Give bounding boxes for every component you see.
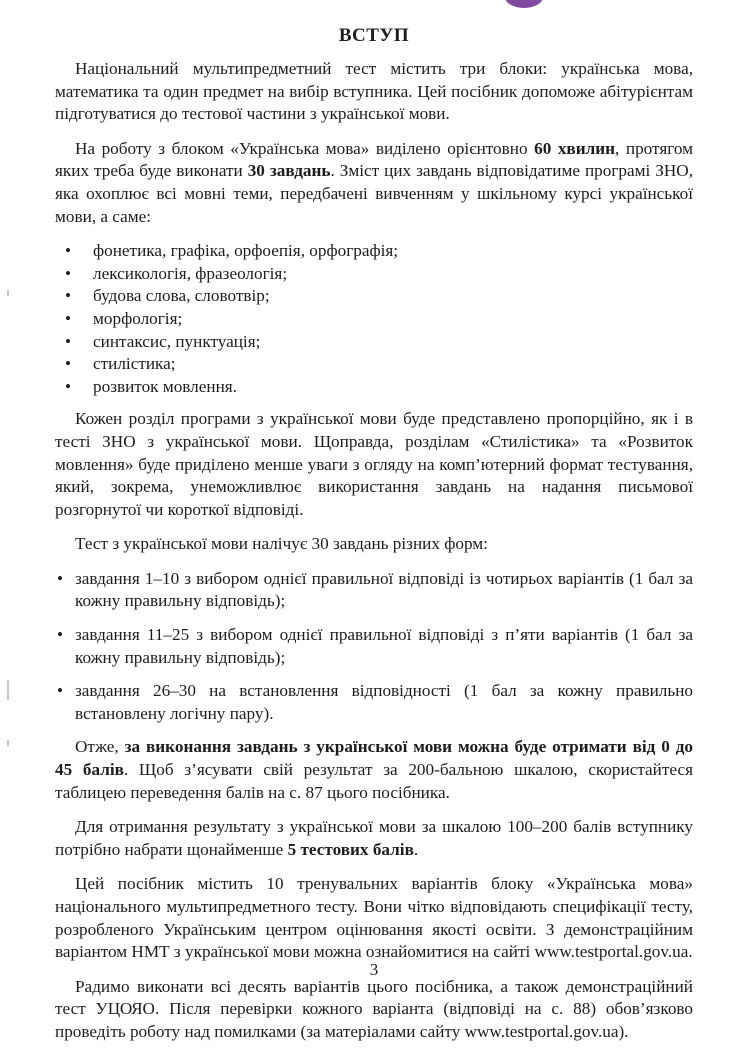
page-content <box>55 58 693 1056</box>
list-item: • морфологія; <box>55 308 693 331</box>
list-item: • розвиток мовлення. <box>55 376 693 399</box>
paragraph-intro: Національний мультипредметний тест містить три блоки: українська мова, математика та один предмет на вибір вступника. Цей посібник допоможе абітурієнтам підготуватися до тестової частини з української мови. <box>55 59 693 124</box>
text: , протягом яких треба буде виконати <box>55 138 693 181</box>
scan-edge-mark <box>7 740 9 746</box>
list-item: • лексикологія, фразеологія; <box>55 263 693 286</box>
scan-edge-mark <box>7 290 9 296</box>
list-item: • завдання 11–25 з вибором однієї правильної відповіді з п’яти варіантів (1 бал за кожну правильну відповідь); <box>55 624 693 669</box>
text: . Щоб з’ясувати свій результат за 200-бальною шкалою, скористайтеся таблицею переведення балів на с. 87 цього посібника. <box>55 760 693 802</box>
paragraph-minimum-score <box>55 816 693 861</box>
scan-edge-mark <box>7 680 9 700</box>
emphasis-score-range: за виконання завдань з української мови можна буде отримати від 0 до 45 балів <box>55 737 693 780</box>
paragraph-proportions: Кожен розділ програми з української мови буде представлено пропорційно, як і в тесті ЗНО з української мови. Щоправда, розділам «Стилістика» та «Розвиток мовлення» буде приділено менше уваги з огляду на комп’ютерний формат тестування, який, зокрема, унеможливлює використання завдань на надання письмової розгорнутої чи короткої відповіді. <box>55 409 693 519</box>
list-item: • завдання 26–30 на встановлення відповідності (1 бал за кожну правильно встановлену логічну пару). <box>55 680 693 725</box>
list-item: • синтаксис, пунктуація; <box>55 331 693 354</box>
text: Отже, <box>75 737 125 757</box>
paragraph-advice: Радимо виконати всі десять варіантів цього посібника, а також демонстраційний тест УЦОЯО. Після перевірки кожного варіанта (відповіді на с. 88) обов’язково проведіть роботу над помилками (за матеріалами сайту www.testportal.gov.ua). <box>55 976 693 1041</box>
task-types-list <box>55 568 693 726</box>
emphasis-minimum-score: 5 тестових балів <box>287 839 414 859</box>
paragraph-task-forms: Тест з української мови налічує 30 завдань різних форм: <box>75 534 488 554</box>
list-item: • завдання 1–10 з вибором однієї правильної відповіді із чотирьох варіантів (1 бал за кожну правильну відповідь); <box>55 568 693 613</box>
list-item: • фонетика, графіка, орфоепія, орфографія; <box>55 240 693 263</box>
emphasis-minutes: 60 хвилин <box>534 138 616 158</box>
paragraph-time-tasks <box>55 138 693 228</box>
paragraph-score-range <box>55 736 693 804</box>
text: . Зміст цих завдань відповідатиме програмі ЗНО, яка охоплює всі мовні теми, передбачені вивченням у шкільному курсі української мови, а саме: <box>55 161 693 226</box>
text: . <box>413 839 419 859</box>
topics-list <box>55 240 693 398</box>
list-item: • будова слова, словотвір; <box>55 285 693 308</box>
emphasis-tasks: 30 завдань <box>247 161 331 181</box>
page-number: 3 <box>369 960 379 979</box>
page-title: ВСТУП <box>338 25 410 46</box>
list-item: • стилістика; <box>55 353 693 376</box>
paragraph-variants: Цей посібник містить 10 тренувальних варіантів блоку «Українська мова» національного мультипредметного тесту. Вони чітко відповідають специфікації тесту, розробленого Українським центром оцінювання якості освіти. З демонстраційним варіантом НМТ з української мови можна ознайомитися на сайті www.testportal.gov.ua. <box>55 874 693 962</box>
decorative-purple-mark <box>505 0 543 8</box>
text: На роботу з блоком «Українська мова» виділено орієнтовно <box>75 138 535 158</box>
text: Для отримання результату з української мови за шкалою 100–200 балів вступнику потрібно набрати щонайменше <box>55 817 693 859</box>
